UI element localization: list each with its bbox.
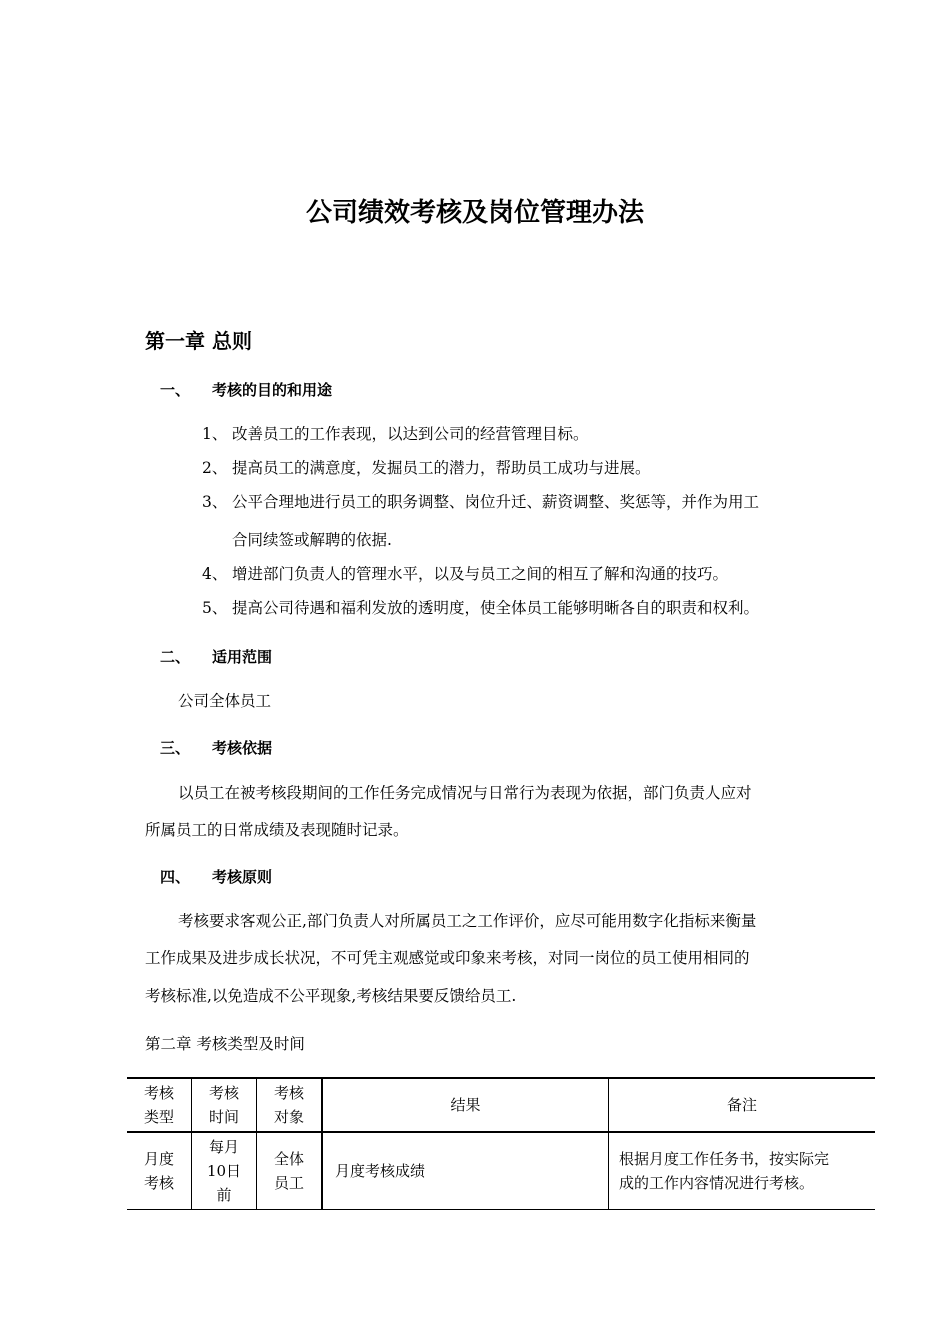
document-title: 公司绩效考核及岗位管理办法 <box>305 198 644 228</box>
cell-target: 全体 员工 <box>257 1132 323 1210</box>
section-number: 四、 <box>160 868 191 886</box>
scope-text: 公司全体员工 <box>178 692 272 710</box>
item-text: 公平合理地进行员工的职务调整、岗位升迁、薪资调整、奖惩等，并作为用工 <box>232 493 760 511</box>
item-number: 1、 <box>202 425 228 443</box>
table-header-row <box>127 1078 875 1132</box>
basis-paragraph-line: 以员工在被考核段期间的工作任务完成情况与日常行为表现为依据，部门负责人应对 <box>178 784 752 802</box>
list-item <box>202 424 589 444</box>
section-number: 二、 <box>160 648 191 666</box>
cell-time: 每月 10日 前 <box>192 1132 257 1210</box>
header-cell-time: 考核 时间 <box>192 1078 257 1132</box>
item-text: 增进部门负责人的管理水平，以及与员工之间的相互了解和沟通的技巧。 <box>232 565 729 583</box>
header-cell-target: 考核 对象 <box>257 1078 323 1132</box>
section-heading <box>160 866 272 887</box>
list-item <box>202 564 728 584</box>
item-number: 3、 <box>202 493 228 511</box>
item-number: 2、 <box>202 459 228 477</box>
basis-paragraph-line: 所属员工的日常成绩及表现随时记录。 <box>145 821 409 839</box>
list-item <box>202 598 759 618</box>
principle-paragraph-line: 考核标准,以免造成不公平现象,考核结果要反馈给员工. <box>145 987 517 1005</box>
section-heading <box>160 737 272 758</box>
section-heading <box>160 646 272 667</box>
item-text: 改善员工的工作表现，以达到公司的经营管理目标。 <box>232 425 589 443</box>
table-row <box>127 1132 875 1210</box>
principle-paragraph-line: 工作成果及进步成长状况，不可凭主观感觉或印象来考核，对同一岗位的员工使用相同的 <box>145 949 750 967</box>
header-cell-type: 考核 类型 <box>127 1078 192 1132</box>
item-number: 4、 <box>202 565 228 583</box>
section-title: 考核原则 <box>212 868 273 886</box>
section-number: 三、 <box>160 739 191 757</box>
cell-result: 月度考核成绩 <box>322 1132 609 1210</box>
list-item-continuation: 合同续签或解聘的依据. <box>232 531 392 549</box>
chapter-heading: 第二章 考核类型及时间 <box>145 1035 305 1053</box>
item-text: 提高员工的满意度，发掘员工的潜力，帮助员工成功与进展。 <box>232 459 651 477</box>
section-title: 适用范围 <box>212 648 273 666</box>
chapter-heading: 第一章 总则 <box>145 329 252 353</box>
cell-note: 根据月度工作任务书，按实际完 成的工作内容情况进行考核。 <box>609 1132 876 1210</box>
section-title: 考核的目的和用途 <box>212 381 333 399</box>
item-text: 提高公司待遇和福利发放的透明度，使全体员工能够明晰各自的职责和权利。 <box>232 599 760 617</box>
section-heading <box>160 379 332 400</box>
assessment-table <box>127 1077 875 1210</box>
header-cell-note: 备注 <box>609 1078 876 1132</box>
cell-type: 月度 考核 <box>127 1132 192 1210</box>
principle-paragraph-line: 考核要求客观公正,部门负责人对所属员工之工作评价，应尽可能用数字化指标来衡量 <box>178 912 757 930</box>
list-item <box>202 492 759 512</box>
section-title: 考核依据 <box>212 739 273 757</box>
header-cell-result: 结果 <box>322 1078 609 1132</box>
item-number: 5、 <box>202 599 228 617</box>
section-number: 一、 <box>160 381 191 399</box>
list-item <box>202 458 651 478</box>
